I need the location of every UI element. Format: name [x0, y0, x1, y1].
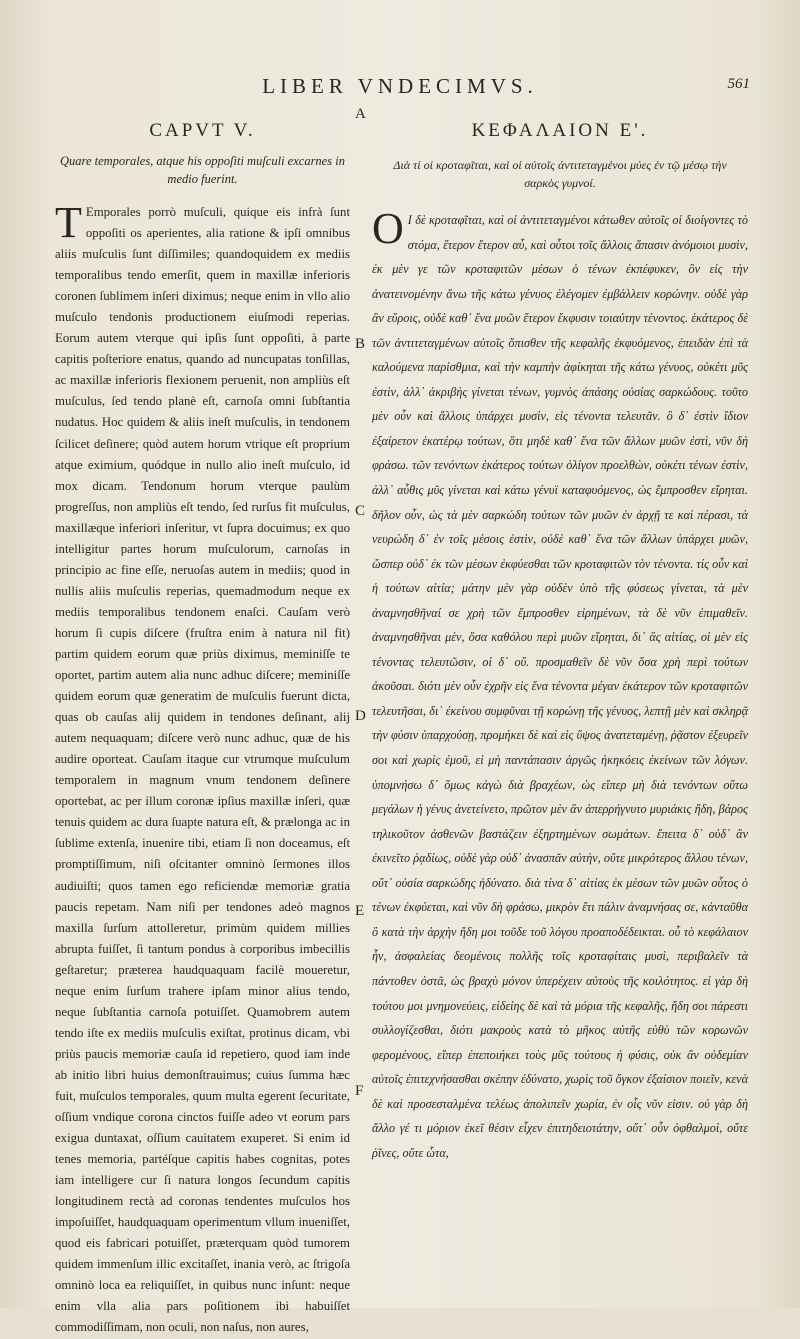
- margin-letter-c: C: [355, 503, 366, 519]
- latin-column: [55, 116, 350, 1339]
- margin-letter-a: A: [355, 106, 366, 122]
- greek-body-text: Ι δὲ κροταφῖται, καὶ οἱ ἀντιτεταγμένοι κάτωθεν αὐτοῖς οἱ διοίγοντες τὸ στόμα, ἕτερον ἕτερον αὖ, καὶ οὗτοι τοῖς ἄλλοις ἅπασιν ἀνόμοιοι μυσὶν, ἐκ μὲν γε τῶν κροταφιτῶν μέσων ὁ τένων ἐκπέφυκεν, ὃν εἰς τὴν ἀνατεινομένην ἄνω τῆς κάτω γένυος ἐλέγομεν ἐμβάλλειν κορώνην. οὐδὲ γὰρ ἂν εὕροις, οὐδὲ καθ᾽ ἕνα μυῶν ἕτερον ἔκφυσιν τοιαύτην τένοντος. ἑκάτερος δὲ τῶν ἀντιτεταγμένων αὐτοῖς ὄπισθεν τῆς κεφαλῆς ἐκφυόμενος, ἐπειδὰν ἐπὶ τὰ καλούμενα παρίσθμια, καὶ τὴν καμπὴν ἀφίκηται τῆς κάτω γένυος, οὐκέτι μῦς ἐστὶν, ἀλλ᾽ ἀκριβὴς γίνεται τένων, γυμνὸς ἁπάσης οὐσίας σαρκώδους. τοῦτο μὲν οὖν καὶ ἄλλοις ὑπάρχει μυσὶν, εἰς τένοντα τελευτᾶν. ὃ δ᾽ ἐστὶν ἴδιον ἐξαίρετον ἑκατέρῳ τούτων, ὅτι μηδὲ καθ᾽ ἕνα τῶν ἄλλων μυῶν ἐστὶ, νῦν δὴ φράσω. τῶν τενόντων ἑκάτερος τούτων ὀλίγον προελθὼν, οὐκέτι τένων ἐστὶν, ἀλλ᾽ αὖθις μῦς γίνεται καὶ κάτω γένυϊ καταφυόμενος, ὡς ἔμπροσθεν εἴρηται. δῆλον οὖν, ὡς τὰ μὲν σαρκώδη τούτων τῶν μυῶν ἐν ἀρχῇ τε καὶ πέρασι, τὰ νευρώδη δ᾽ ἐν τοῖς μέσοις ἐστὶν, οὐδὲ καθ᾽ ἕνα τῶν ἄλλων ὑπάρχει μυῶν, ὥσπερ οὐδ᾽ ἐκ τῶν μέσων ἐκφύεσθαι τῶν κροταφιτῶν τὸν τένοντα. τίς οὖν καὶ ἡ τούτων αἰτία; μάτην μὲν γὰρ οὐδὲν ὑπὸ τῆς φύσεως γίνεται, τὰ μὲν ἀναμνησθῆναί σε χρὴ τῶν ἔμπροσθεν εἰρημένων, τὰ δὲ νῦν ἐπιμαθεῖν. ἀναμνησθῆναι μὲν, ὅσα καθόλου περὶ μυῶν εἴρηται, δι᾽ ἃς αἰτίας, οἱ μὲν εἰς τένοντας τελευτῶσιν, οἱ δ᾽ οὔ. προσμαθεῖν δὲ νῦν ὅσα χρὴ περὶ τούτων ἀκοῦσαι. διότι μὲν οὖν ἐχρῆν εἰς ἕνα τένοντα μέγαν ἑκάτερον τῶν κροταφιτῶν τελευτῆσαι, δι᾽ ἐκείνου συμφῦναι τῇ κορώνῃ τῆς γένυος, λεπτῇ μὲν καὶ σκληρᾷ τὴν φύσιν ὑπαρχούσῃ, προμήκει δὲ καὶ εἰς ὕψος ἀνατεταμένῃ, ῥᾷστον ἐξευρεῖν σοι καὶ χωρὶς ἐμοῦ, εἰ μὴ παντάπασιν ἀργῶς ἠκηκόεις ἐκείνων τῶν λόγων. ὑπομνήσω δ᾽ ὅμως κἀγὼ διὰ βραχέων, ὡς εἴπερ μὴ διὰ τενόντων οὕτω μεγάλων ἡ γένυς ἀνετείνετο, πρῶτον μὲν ἂν ἀπερρήγνυτο μυριάκις ἤδη, βάρος τηλικοῦτον ἀσθενῶν βαστάζειν ἐξηρτημένων σωμάτων. ἔπειτα δ᾽ οὐδ᾽ ἂν ἐκινεῖτο ῥᾳδίως, οὐδὲ γὰρ οὐδ᾽ ἀνασπᾶν αὐτὴν, οὔτε μικρότερος ἄλλου τένων, οὔτ᾽ οὐσία σαρκώδης ἠδύνατο. διὰ τίνα δ᾽ αἰτίας ἐκ μέσων τῶν μυῶν οὗτος ὁ τένων ἐκφύεται, καὶ νῦν δὴ φράσω, μικρὸν ἔτι πάλιν ἀναμνήσας σε, κἀνταῦθα ὃ κατὰ τὴν ἀρχὴν ἤδη μοι τοῦδε τοῦ λόγου προαποδέδεικται. οὗ τὸ κεφάλαιον ἦν, ἀσφαλείας δεομένοις πολλῆς τοῖς κροταφίταις μυσὶ, περιβαλεῖν τὰ πάντοθεν ὀστᾶ, ὡς βραχὺ μόνον ὑπερέχειν αὐτοὺς τῆς κοιλότητος. εἰ γὰρ δὴ τούτου μοι μνημονεύεις, εἰδείης δὲ καὶ τὰ μόρια τῆς κεφαλῆς, ἤδη σοι πάρεστι συλλογίζεσθαι, διότι μακροὺς κατὰ τὸ μῆκος αὐτῆς εὐθὺ τῶν κορωνῶν φερομένους, εἴπερ ἐπεποιήκει τοὺς μῦς τούτους ἡ φύσις, οὐκ ἂν οὐδεμίαν αὐτοῖς ἐπιτεχνήσασθαι σκέπην ἐδύνατο, χωρὶς τοῦ ὄγκον ἐξαίσιον ποιεῖν, κενὰ δὲ καὶ προσεσταλμένα τελέως ἀπολιπεῖν χωρία, ἐν οἷς νῦν εἰσιν. οὐ γὰρ δὴ ἄλλο γέ τι μόριον ἐκεῖ θέσιν εἶχεν ἐπιτηδειοτάτην, οὔτ᾽ οὖν ὀφθαλμοὶ, οὔτε ῥῖνες, οὔτε ὦτα,: [372, 213, 748, 1160]
- greek-chapter-subtitle: Διὰ τί οἱ κροταφῖται, καὶ οἱ αὐτοῖς ἀντιτεταγμένοι μύες ἐν τῷ μέσῳ τὴν σαρκὸς γυμνοί.: [393, 158, 727, 190]
- running-head: LIBER VNDECIMVS.: [262, 74, 538, 98]
- page-number: 561: [727, 76, 750, 92]
- margin-letter-e: E: [355, 903, 365, 919]
- latin-chapter-title: CAPVT V.: [149, 120, 256, 141]
- margin-letter-d: D: [355, 708, 366, 724]
- latin-body: [55, 198, 350, 1339]
- greek-body: [372, 204, 748, 1165]
- greek-chapter-title: ΚΕΦΑΛΑΙΟΝ Ε'.: [471, 120, 649, 141]
- greek-column: [372, 116, 748, 1165]
- latin-chapter-subtitle: Quare temporales, atque his oppoſiti muſculi excarnes in medio fuerint.: [60, 154, 345, 186]
- margin-letter-f: F: [355, 1083, 364, 1099]
- latin-dropcap: T: [55, 198, 82, 247]
- greek-dropcap: Ο: [372, 204, 404, 253]
- margin-letter-b: B: [355, 336, 366, 352]
- latin-body-text: Emporales porrò muſculi, quique eis infrà ſunt oppoſiti os aperientes, alia ratione & ipſi omnibus aliis muſculis ſunt diſſimiles; quandoquidem ex mediis temporalibus tendo emerſit, quem in maxillæ inferioris coronen ſublimem inſeri diximus; neque enim in vllo alio muſculo tendonis productionem eiuſmodi reperias. Eorum autem vterque qui ipſis ſunt oppoſiti, à parte capitis poſteriore enatus, quando ad nuncupatas tonſillas, ac maxillæ inferioris flexionem peruenit, non ampliùs eſt muſculus, ſed tendo planè eſt, carnoſa omni ſubſtantia nudatus. Hoc quidem & aliis ineſt muſculis, in tendonem ſcilicet deſinere; quòd autem horum vtrique eſt proprium atque eximium, quódque in nullo alio ineſt muſculo, id mox dicam. Tendonum horum vterque paulùm progreſſus, non ampliùs eſt tendo, ſed rurſus fit muſculus, maxillæque inferiori inſeritur, vt ſupra docuimus; ex quo intelligitur partes horum muſculorum, carnoſas in principio ac fine eſſe, neruoſas autem in mediis; quod in nullis aliis muſculis reperias, quemadmodum neque ex mediis temporalibus tendonem enaſci. Cauſam verò horum ſi cupis diſcere (fruſtra enim à natura nil fit) partim quidem eorum quæ priùs diximus, meminiſſe te oportet, partim autem alia nunc adhuc diſcere; meminiſſe quidem eorum quæ generatim de muſculis fuerunt dicta, quas ob cauſas alij quidem in tendones deſinant, alij autem nequaquam; diſcere verò nunc adhuc, quæ de his audire oporteat. Cauſam itaque cur vtrumque muſculum temporalem in magnum vnum tendonem deſinere oportebat, ac per illum coronæ ipſius maxillæ inſeri, quæ tenuis quidem ac dura ſuapte natura eſt, & prælonga ac in ſublime extenſa, inuenire tibi, etiam ſi non doceamus, eſt promptiſſimum, niſi oſcitanter omninò ſermones illos audiuiſti; quos tamen ego reficiendæ memoriæ gratia paucis repetam. Nam niſi per tendones adeò magnos maxilla ſurſum attolleretur, primùm quidem millies abrupta fuiſſet, ſi tantum pondus à corporibus imbecillis geſtaretur; præterea haudquaquam facilè moueretur, neque enim ſurſum trahere ipſam minor alius tendo, neque ſubſtantia carnoſa potuiſſet. Quamobrem autem tendo iſte ex mediis muſculis exiſtat, protinus dicam, vbi priùs paucis memoriæ cauſa id repetiero, quod iam inde ab initio libri huius demonſtrauimus; cuius ſumma hæc fuit, muſculos temporales, quum multa egerent ſecuritate, oſſium vndique corona cinctos fuiſſe adeo vt eorum pars exigua duntaxat, oſſium cauitatem exuperet. Si enim id tenes memoria, partéſque capitis habes cognitas, potes iam intelligere cur ſi natura longos ſecundum capitis longitudinem rectà ad coronas tendentes muſculos hos impoſuiſſet, haudquaquam operimentum vllum inueniſſet, quod eis fabricari potuiſſet, præterquam quòd tumorem quidem immenſum illic excitaſſet, inania verò, ac ſtrigoſa omninò loca ea reliquiſſet, in quibus nunc inſunt: neque enim vlla alia pars poſitionem ibi habuiſſet commodiſſimam, non oculi, non naſus, non aures,: [55, 205, 350, 1335]
